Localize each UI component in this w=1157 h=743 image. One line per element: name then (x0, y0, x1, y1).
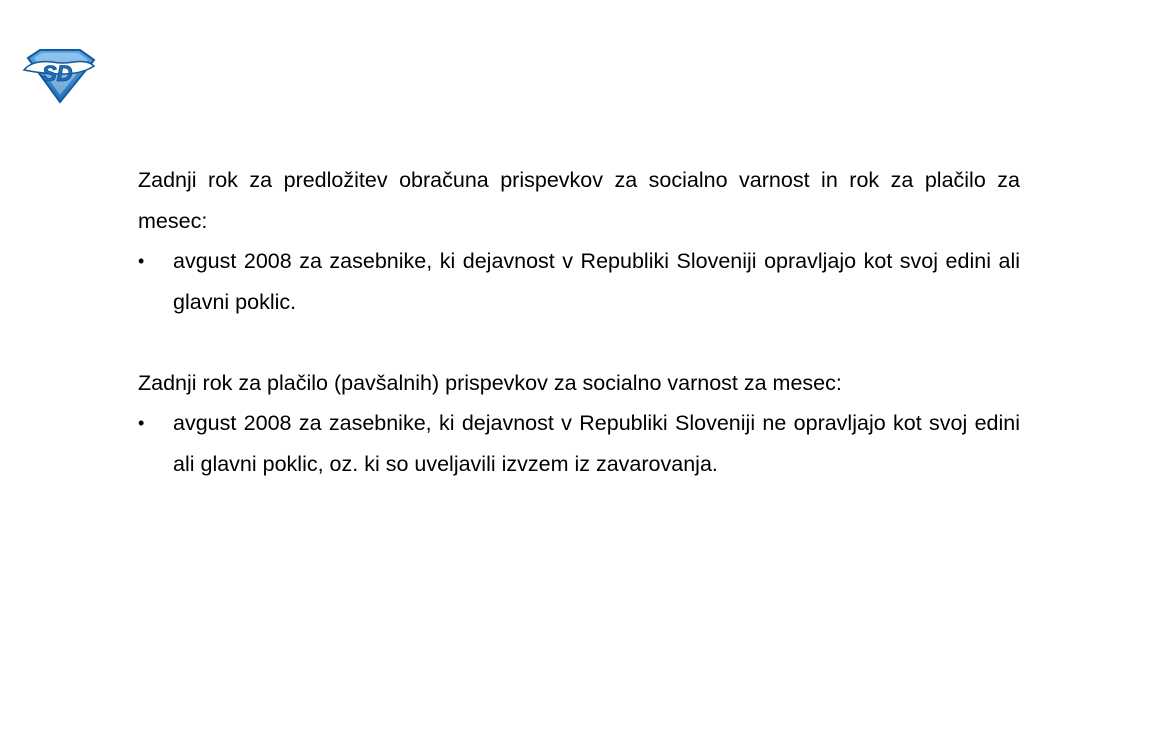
section-1-heading: Zadnji rok za predložitev obračuna prispevkov za socialno varnost in rok za plačilo za mesec: (138, 168, 1020, 233)
bullet-icon: • (138, 251, 145, 271)
shield-logo-icon (22, 48, 96, 104)
list-item (138, 241, 1020, 322)
document-body (138, 160, 1020, 484)
section-1-list (138, 241, 1020, 322)
section-2-list (138, 403, 1020, 484)
section-2-bullet-text: avgust 2008 za zasebnike, ki dejavnost v Republiki Sloveniji ne opravljajo kot svoj edini ali glavni poklic, oz. ki so uveljavili izvzem iz zavarovanja. (173, 411, 1020, 476)
list-item (138, 403, 1020, 484)
section-2-heading: Zadnji rok za plačilo (pavšalnih) prispevkov za socialno varnost za mesec: (138, 370, 842, 395)
section-1-bullet-text: avgust 2008 za zasebnike, ki dejavnost v Republiki Sloveniji opravljajo kot svoj edini ali glavni poklic. (173, 249, 1020, 314)
bullet-icon: • (138, 413, 145, 433)
section-spacer (138, 322, 1020, 363)
sd-shield-logo (22, 48, 96, 104)
logo-lettering: SD (42, 61, 73, 86)
